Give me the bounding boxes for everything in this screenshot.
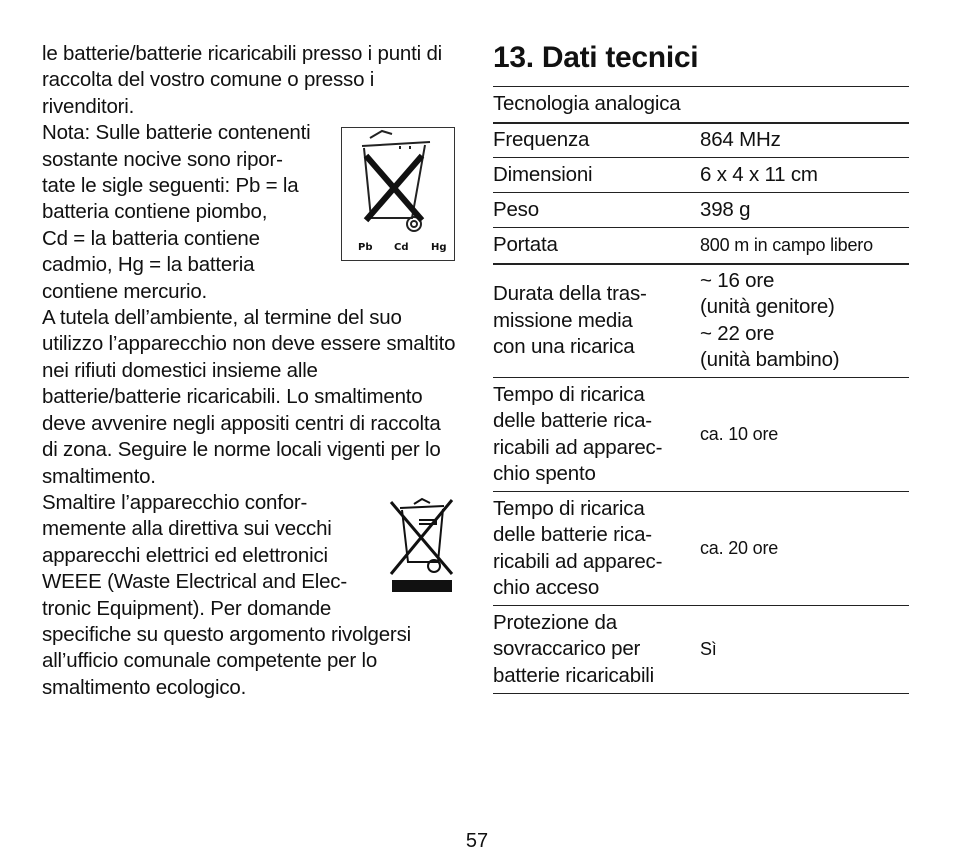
table-row — [493, 264, 909, 378]
mercury-label: Hg — [431, 242, 447, 253]
spec-key-line: delle batterie rica- — [493, 409, 652, 433]
page-title: 13. Dati tecnici — [493, 41, 699, 74]
spec-key: Portata — [493, 228, 700, 264]
spec-value-line: (unità bambino) — [700, 348, 840, 372]
spec-key: Dimensioni — [493, 158, 700, 193]
note-line: cadmio, Hg = la batteria — [42, 253, 255, 277]
spec-key — [493, 492, 700, 606]
spec-value — [700, 264, 909, 378]
disposal-paragraph: le batterie/batterie ricaricabili presso i punti di raccolta del vostro comune o presso i rivenditori. — [42, 42, 443, 118]
specs-table — [493, 86, 909, 694]
weee-line: memente alla direttiva sui vecchi — [42, 517, 332, 541]
weee-symbol — [386, 494, 458, 594]
weee-line: Smaltire l’apparecchio confor- — [42, 490, 308, 514]
note-line: contiene mercurio. — [42, 279, 208, 303]
specs-header: Tecnologia analogica — [493, 87, 909, 123]
weee-line: tronic Equipment). Per domande — [42, 596, 332, 620]
spec-key-line: missione media — [493, 308, 633, 332]
note-line: sostante nocive sono ripor- — [42, 147, 283, 171]
spec-key — [493, 606, 700, 694]
spec-key-line: ricabili ad apparec- — [493, 435, 663, 459]
spec-value: ca. 20 ore — [700, 492, 909, 606]
spec-key-line: Tempo di ricarica — [493, 382, 645, 406]
weee-line: apparecchi elettrici ed elettronici — [42, 543, 328, 567]
note-line: tate le sigle seguenti: Pb = la — [42, 174, 299, 198]
table-row — [493, 378, 909, 492]
spec-key-line: Protezione da — [493, 610, 617, 634]
spec-value: Sì — [700, 606, 909, 694]
spec-key-line: Tempo di ricarica — [493, 496, 645, 520]
battery-disposal-symbol — [341, 127, 455, 261]
spec-key-line: delle batterie rica- — [493, 523, 652, 547]
environment-paragraph: A tutela dell’ambiente, al termine del suo utilizzo l’apparecchio non deve essere smaltito nei rifiuti domestici insieme alle batterie/batterie ricaricabili. Lo smaltimento deve avvenire negli appositi centri di raccolta di zona. Seguire le norme locali vigenti per lo smaltimento. — [42, 306, 456, 488]
spec-value-line: ~ 22 ore — [700, 321, 775, 345]
spec-key: Frequenza — [493, 123, 700, 158]
crossed-bin-battery-icon — [342, 128, 453, 259]
spec-value: 398 g — [700, 193, 909, 228]
weee-line: WEEE (Waste Electrical and Elec- — [42, 570, 347, 594]
spec-key-line: Durata della tras- — [493, 282, 647, 306]
lead-label: Pb — [358, 242, 373, 253]
table-row — [493, 492, 909, 606]
spec-value: 864 MHz — [700, 123, 909, 158]
contact-paragraph: specifiche su questo argomento rivolgersi all’ufficio comunale competente per lo smaltimento ecologico. — [42, 622, 411, 699]
page-number: 57 — [465, 830, 489, 852]
spec-key — [493, 264, 700, 378]
spec-value: 800 m in campo libero — [700, 228, 909, 264]
table-row — [493, 158, 909, 193]
spec-value-line: ~ 16 ore — [700, 268, 775, 292]
spec-key-line: con una ricarica — [493, 334, 635, 358]
table-row — [493, 228, 909, 264]
spec-key — [493, 378, 700, 492]
spec-value: 6 x 4 x 11 cm — [700, 158, 909, 193]
note-line: Cd = la batteria contiene — [42, 226, 260, 250]
cadmium-label: Cd — [394, 242, 409, 253]
spec-key-line: batterie ricaricabili — [493, 663, 655, 687]
table-row — [493, 193, 909, 228]
spec-key-line: chio acceso — [493, 575, 600, 599]
table-row — [493, 123, 909, 158]
note-line: Nota: Sulle batterie contenenti — [42, 121, 311, 145]
spec-key-line: ricabili ad apparec- — [493, 549, 663, 573]
spec-key-line: chio spento — [493, 461, 596, 485]
spec-value-line: (unità genitore) — [700, 295, 835, 319]
spec-key: Peso — [493, 193, 700, 228]
table-row — [493, 606, 909, 694]
table-row — [493, 87, 909, 123]
spec-key-line: sovraccarico per — [493, 637, 641, 661]
crossed-wheelie-bin-icon — [386, 494, 458, 594]
note-line: batteria contiene piombo, — [42, 200, 268, 224]
spec-value: ca. 10 ore — [700, 378, 909, 492]
